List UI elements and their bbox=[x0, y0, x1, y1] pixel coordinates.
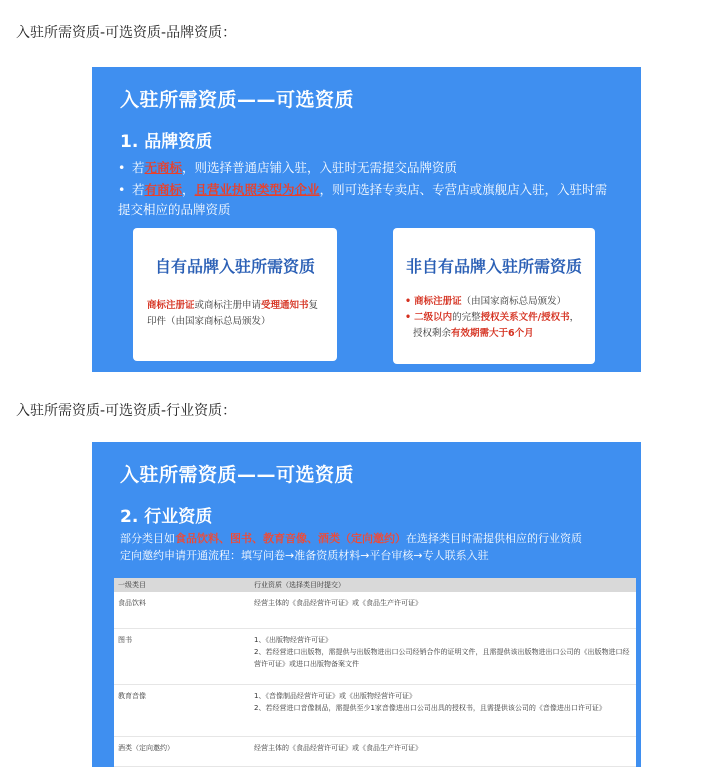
table-header-row bbox=[114, 578, 636, 592]
bullet-dot: • bbox=[118, 182, 126, 197]
category-cell: 图书 bbox=[114, 628, 250, 684]
category-cell: 酒类（定向邀约） bbox=[114, 736, 250, 766]
category-cell: 食品饮料 bbox=[114, 592, 250, 628]
card-body: • 商标注册证（由国家商标总局颁发） • 二级以内的完整授权关系文件/授权书， 授权剩余有效期需大于6个月 bbox=[405, 296, 580, 339]
qualification-cell: 经营主体的《食品经营许可证》或《食品生产许可证》 bbox=[250, 736, 636, 766]
card-title: 自有品牌入驻所需资质 bbox=[154, 257, 315, 276]
qualification-cell: 1、《出版物经营许可证》 2、若经营进口出版物，需提供与出版物进出口公司经销合作的证明文件，且需提供该出版物进出口公司的《出版物进口经营许可证》或进口出版物备案文件 bbox=[250, 628, 636, 684]
caption-brand-qualification: 入驻所需资质-可选资质-品牌资质： bbox=[16, 25, 237, 41]
section-heading: 1. 品牌资质 bbox=[120, 132, 213, 152]
bullet-no-trademark: • 若无商标，则选择普通店铺入驻，入驻时无需提交品牌资质 bbox=[118, 158, 618, 178]
own-brand-card bbox=[133, 228, 337, 361]
qualification-cell: 1、《音像制品经营许可证》或《出版物经营许可证》 2、若经营进口音像制品，需提供至少1家音像进出口公司出具的授权书，且需提供该公司的《音像进出口许可证》 bbox=[250, 684, 636, 736]
table-row bbox=[114, 736, 636, 766]
table-row bbox=[114, 628, 636, 684]
banner-title: 入驻所需资质——可选资质 bbox=[120, 464, 355, 486]
brand-qualification-banner bbox=[92, 67, 641, 372]
qualification-cell: 经营主体的《食品经营许可证》或《食品生产许可证》 bbox=[250, 592, 636, 628]
card-body: 商标注册证或商标注册申请受理通知书复印件（由国家商标总局颁发） bbox=[147, 300, 319, 327]
column-header: 一级类目 bbox=[114, 578, 250, 592]
banner-title: 入驻所需资质——可选资质 bbox=[120, 89, 355, 111]
column-header: 行业资质（选择类目时提交） bbox=[250, 578, 636, 592]
industry-qualification-table bbox=[114, 578, 636, 767]
card-title: 非自有品牌入驻所需资质 bbox=[405, 257, 582, 276]
bullet-has-trademark: • 若有商标，且营业执照类型为企业，则可选择专卖店、专营店或旗舰店入驻，入驻时需提交相应的品牌资质 bbox=[118, 182, 608, 217]
bullet-dot: • bbox=[118, 160, 126, 175]
industry-intro-text: 部分类目如食品饮料、图书、教育音像、酒类（定向邀约）在选择类目时需提供相应的行业资质 定向邀约申请开通流程：填写问卷→准备资质材料→平台审核→专人联系入驻 bbox=[120, 532, 582, 562]
table-row bbox=[114, 592, 636, 628]
category-cell: 教育音像 bbox=[114, 684, 250, 736]
section-heading: 2. 行业资质 bbox=[120, 507, 213, 527]
non-own-brand-card bbox=[393, 228, 595, 364]
caption-industry-qualification: 入驻所需资质-可选资质-行业资质： bbox=[16, 403, 237, 419]
table-row bbox=[114, 684, 636, 736]
